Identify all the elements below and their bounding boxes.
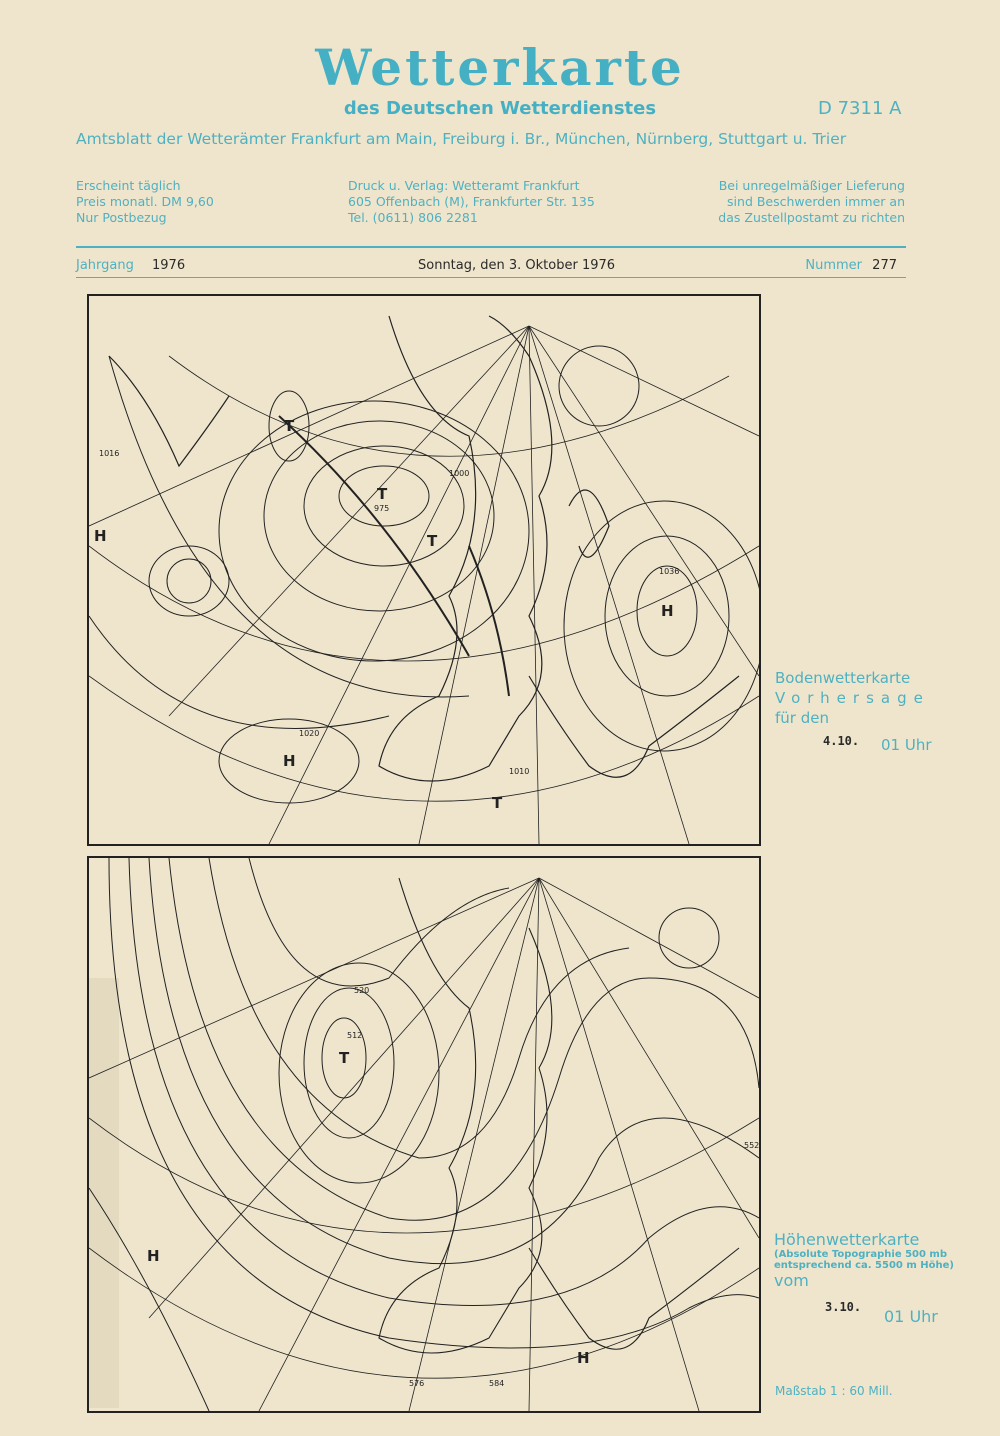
isobar-value: 1010 [509,767,530,776]
contour-value: 520 [354,986,370,995]
map-scale: Maßstab 1 : 60 Mill. [775,1384,893,1398]
nummer-label: Nummer [805,258,863,273]
isobar-value: 1016 [99,449,120,458]
info-line: 605 Offenbach (M), Frankfurter Str. 135 [348,194,595,209]
low-pressure-label: T [284,417,295,435]
upper-map-caption [774,1230,954,1290]
divider-top [76,246,906,248]
high-pressure-label: H [661,602,674,620]
upper-map-time: 01 Uhr [884,1307,938,1326]
caption-from: vom [774,1271,809,1290]
caption-title: Höhenwetterkarte [774,1230,920,1249]
info-line: Preis monatl. DM 9,60 [76,194,214,209]
contour-value: 584 [489,1379,505,1388]
surface-map-time: 01 Uhr [881,736,932,754]
divider-bottom [76,277,906,278]
masthead-subtitle: des Deutschen Wetterdienstes [343,98,657,119]
high-label: H [147,1247,160,1265]
low-label: T [339,1049,350,1067]
caption-subtitle: Vorhersage [775,689,930,707]
caption-detail: entsprechend ca. 5500 m Höhe) [774,1260,954,1271]
caption-title: Bodenwetterkarte [775,669,911,687]
isobar-value: 1036 [659,567,680,576]
contour-value: 552 [744,1141,759,1150]
info-line: Druck u. Verlag: Wetteramt Frankfurt [348,178,580,193]
info-line: Erscheint täglich [76,178,181,193]
nummer-value: 277 [872,258,897,273]
upper-air-map [87,856,761,1413]
info-line: das Zustellpostamt zu richten [718,210,905,225]
surface-map-drawing [89,296,759,844]
contour-value: 512 [347,1031,363,1040]
center-info [348,178,595,226]
amtsblatt-line: Amtsblatt der Wetterämter Frankfurt am Main, Freiburg i. Br., München, Nürnberg, Stuttgart u. Trier [76,130,847,148]
high-pressure-label: H [283,752,296,770]
info-line: Tel. (0611) 806 2281 [348,210,478,225]
upper-map-date: 3.10. [825,1300,862,1314]
publication-code: D 7311 A [818,98,902,119]
caption-for: für den [775,709,829,727]
low-pressure-label: T [427,532,438,550]
upper-map-drawing [89,858,759,1411]
high-label: H [577,1349,590,1367]
surface-map-caption [775,668,930,728]
meridians [89,878,759,1411]
info-line: Bei unregelmäßiger Lieferung [718,178,905,193]
jahrgang [76,258,185,273]
isobar-value: 1020 [299,729,320,738]
isobar-value: 975 [374,504,390,513]
low-pressure-label: T [377,485,388,503]
jahrgang-value: 1976 [152,258,186,273]
nummer [805,258,897,273]
low-pressure-label: T [492,794,503,812]
isobar-value: 1000 [449,469,470,478]
high-pressure-label: H [94,527,107,545]
right-info [718,178,905,226]
fronts [279,416,509,696]
masthead-title: Wetterkarte [315,38,685,97]
info-line: Nur Postbezug [76,210,167,225]
surface-map-date: 4.10. [823,734,860,748]
left-info [76,178,214,226]
surface-weather-map [87,294,761,846]
jahrgang-label: Jahrgang [76,258,134,273]
info-line: sind Beschwerden immer an [727,194,905,209]
contour-value: 576 [409,1379,425,1388]
issue-date: Sonntag, den 3. Oktober 1976 [418,258,616,273]
height-contours [89,858,759,1411]
caption-detail: (Absolute Topographie 500 mb [774,1249,948,1260]
